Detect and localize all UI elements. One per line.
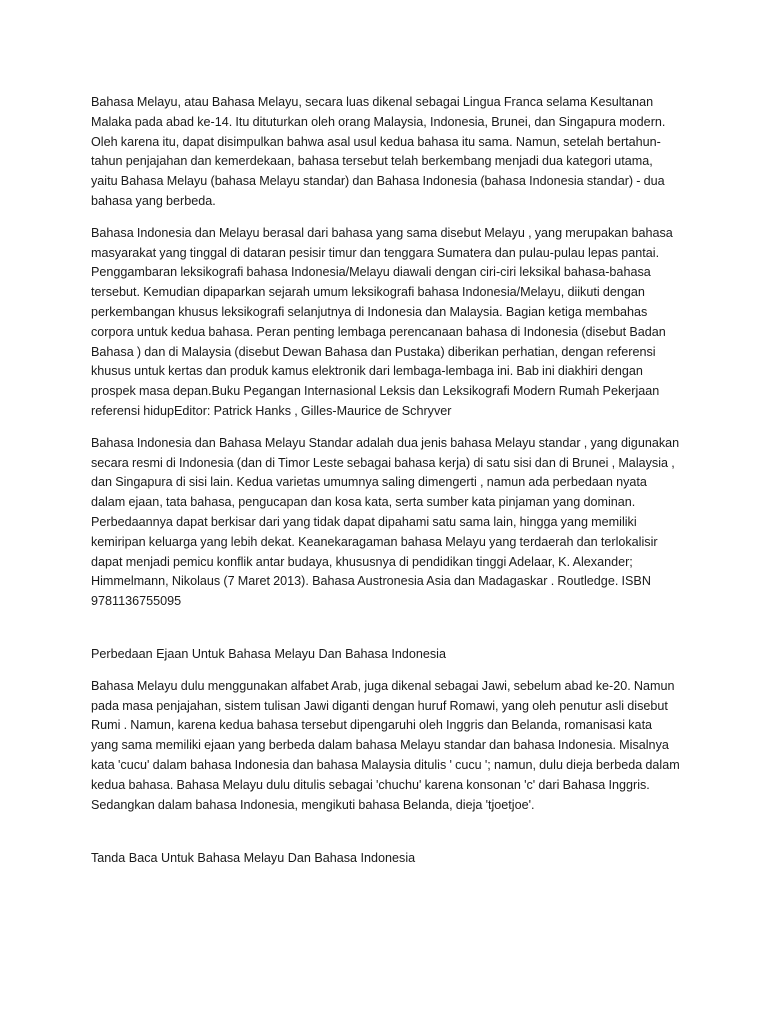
paragraph-4: Bahasa Melayu dulu menggunakan alfabet Arab, juga dikenal sebagai Jawi, sebelum abad ke-20. Namun pada masa penjajahan, sistem tulisan Jawi diganti dengan huruf Romawi, yang oleh penutur asli disebut Rumi . Namun, karena kedua bahasa tersebut dipengaruhi oleh Inggris dan Belanda, romanisasi kata yang sama memiliki ejaan yang berbeda dalam bahasa Melayu standar dan bahasa Indonesia. Misalnya kata 'cucu' dalam bahasa Indonesia dan bahasa Malaysia ditulis ' cucu '; namun, dulu dieja berbeda dalam kedua bahasa. Bahasa Melayu dulu ditulis sebagai 'chuchu' karena konsonan 'c' dari Bahasa Inggris. Sedangkan dalam bahasa Indonesia, mengikuti bahasa Belanda, dieja 'tjoetjoe'. bbox=[91, 678, 680, 812]
paragraph-1: Bahasa Melayu, atau Bahasa Melayu, secara luas dikenal sebagai Lingua Franca selama Kesultanan Malaka pada abad ke-14. Itu dituturkan oleh orang Malaysia, Indonesia, Brunei, dan Singapura modern. Oleh karena itu, dapat disimpulkan bahwa asal usul kedua bahasa itu sama. Namun, setelah bertahun-tahun penjajahan dan kemerdekaan, bahasa tersebut telah berkembang menjadi dua kategori utama, yaitu Bahasa Melayu (bahasa Melayu standar) dan Bahasa Indonesia (bahasa Indonesia standar) - dua bahasa yang berbeda. bbox=[91, 95, 666, 208]
paragraph-3: Bahasa Indonesia dan Bahasa Melayu Standar adalah dua jenis bahasa Melayu standar , yang digunakan secara resmi di Indonesia (dan di Timor Leste sebagai bahasa kerja) di satu sisi dan di Brunei , Malaysia , dan Singapura di sisi lain. Kedua varietas umumnya saling dimengerti , namun ada perbedaan nyata dalam ejaan, tata bahasa, pengucapan dan kosa kata, serta sumber kata pinjaman yang dominan. Perbedaannya dapat berkisar dari yang tidak dapat dipahami satu sama lain, hingga yang memiliki kemiripan keluarga yang lebih dekat. Keanekaragaman bahasa Melayu yang terdaerah dan terlokalisir dapat menjadi pemicu konflik antar budaya, khususnya di pendidikan tinggi Adelaar, K. Alexander; Himmelmann, Nikolaus (7 Maret 2013). Bahasa Austronesia Asia dan Madagaskar . Routledge. ISBN 9781136755095 bbox=[91, 435, 680, 609]
document-body bbox=[91, 93, 681, 869]
section-heading-punctuation: Tanda Baca Untuk Bahasa Melayu Dan Bahasa Indonesia bbox=[91, 851, 416, 866]
section-heading-spelling: Perbedaan Ejaan Untuk Bahasa Melayu Dan Bahasa Indonesia bbox=[91, 646, 446, 661]
paragraph-2: Bahasa Indonesia dan Melayu berasal dari bahasa yang sama disebut Melayu , yang merupakan bahasa masyarakat yang tinggal di dataran pesisir timur dan tenggara Sumatera dan pulau-pulau lepas pantai. Penggambaran leksikografi bahasa Indonesia/Melayu diawali dengan ciri-ciri leksikal bahasa-bahasa tersebut. Kemudian dipaparkan sejarah umum leksikografi bahasa Indonesia/Melayu, diikuti dengan perkembangan khusus leksikografi selanjutnya di Indonesia dan Malaysia. Bagian ketiga membahas corpora untuk kedua bahasa. Peran penting lembaga perencanaan bahasa di Indonesia (disebut Badan Bahasa ) dan di Malaysia (disebut Dewan Bahasa dan Pustaka) diberikan perhatian, dengan referensi khusus untuk kertas dan produk kamus elektronik dari lembaga-lembaga ini. Bab ini diakhiri dengan prospek masa depan.Buku Pegangan Internasional Leksis dan Leksikografi Modern Rumah Pekerjaan referensi hidupEditor: Patrick Hanks , Gilles-Maurice de Schryver bbox=[91, 225, 673, 418]
